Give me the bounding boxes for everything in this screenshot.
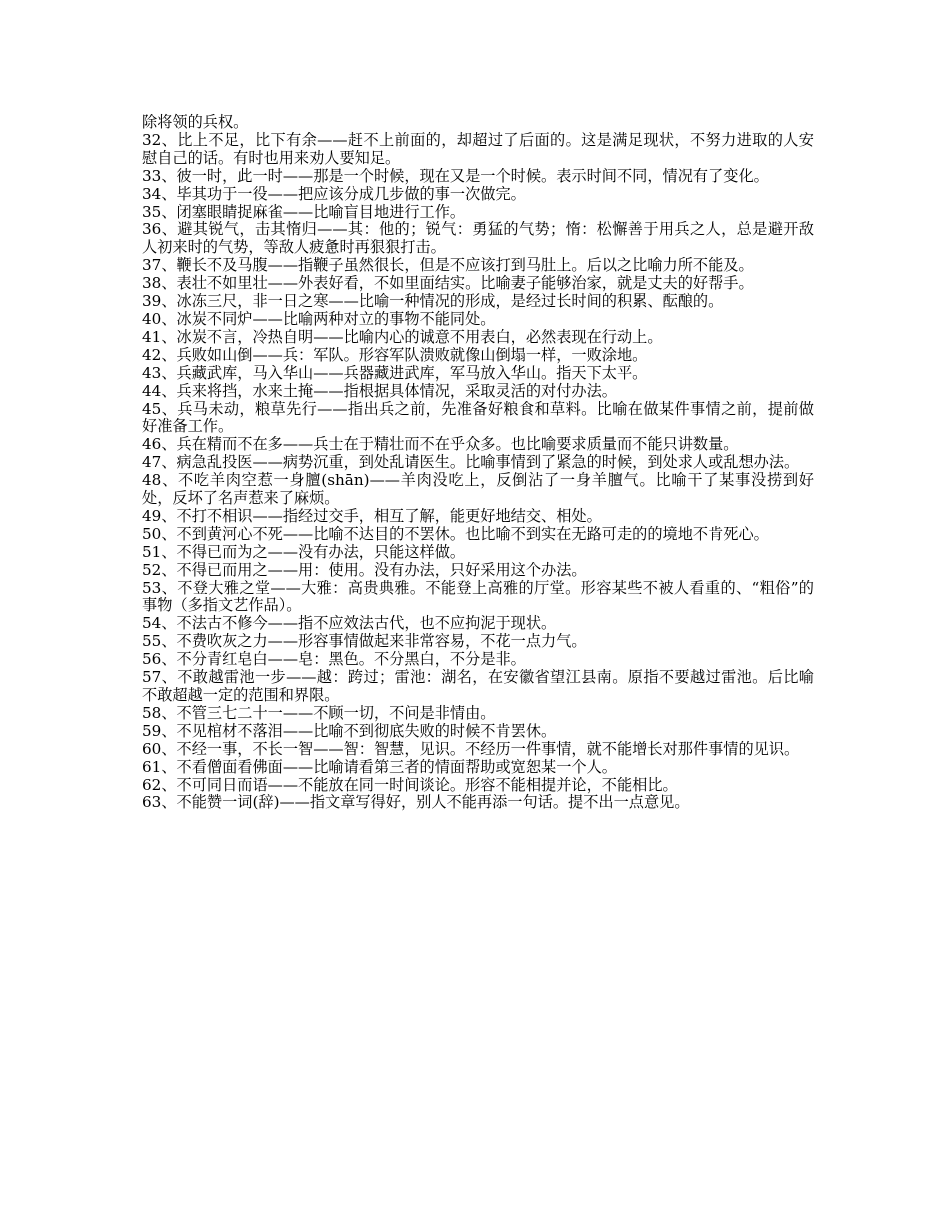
document-body	[142, 114, 814, 812]
idiom-entry-55: 55、不费吹灰之力——形容事情做起来非常容易，不花一点力气。	[142, 632, 587, 651]
idiom-entry-38: 38、表壮不如里壮——外表好看，不如里面结实。比喻妻子能够治家，就是丈夫的好帮手。	[142, 274, 754, 293]
idiom-entry-49: 49、不打不相识——指经过交手，相互了解，能更好地结交、相处。	[142, 506, 602, 525]
idiom-entry-32: 32、比上不足，比下有余——赶不上前面的，却超过了后面的。这是满足现状，不努力进取的人安慰自己的话。有时也用来劝人要知足。	[142, 130, 814, 167]
idiom-entry-59: 59、不见棺材不落泪——比喻不到彻底失败的时候不肯罢休。	[142, 721, 557, 740]
idiom-entry-58: 58、不管三七二十一——不顾一切，不问是非情由。	[142, 703, 496, 722]
idiom-entry-52: 52、不得已而用之——用：使用。没有办法，只好采用这个办法。	[142, 560, 587, 579]
idiom-entry-41: 41、冰炭不言，冷热自明——比喻内心的诚意不用表白，必然表现在行动上。	[142, 327, 663, 346]
idiom-entry-62: 62、不可同日而语——不能放在同一时间谈论。形容不能相提并论，不能相比。	[142, 775, 678, 794]
idiom-entry-44: 44、兵来将挡，水来土掩——指根据具体情况，采取灵活的对付办法。	[142, 381, 617, 400]
idiom-entry-34: 34、毕其功于一役——把应该分成几步做的事一次做完。	[142, 184, 526, 203]
idiom-entry-42: 42、兵败如山倒——兵：军队。形容军队溃败就像山倒塌一样，一败涂地。	[142, 345, 648, 364]
idiom-entry-60: 60、不经一事，不长一智——智：智慧，见识。不经历一件事情，就不能增长对那件事情的见识。	[142, 739, 800, 758]
idiom-entry-45: 45、兵马未动，粮草先行——指出兵之前，先准备好粮食和草料。比喻在做某件事情之前，提前做好准备工作。	[142, 399, 814, 436]
idiom-entry-56: 56、不分青红皂白——皂：黑色。不分黑白，不分是非。	[142, 650, 526, 669]
idiom-entry-36: 36、避其锐气，击其惰归——其：他的；锐气：勇猛的气势；惰：松懈善于用兵之人，总是避开敌人初来时的气势，等敌人疲惫时再狠狠打击。	[142, 220, 814, 257]
idiom-entry-61: 61、不看僧面看佛面——比喻请看第三者的情面帮助或宽恕某一个人。	[142, 757, 617, 776]
idiom-entry-46: 46、兵在精而不在多——兵士在于精壮而不在乎众多。也比喻要求质量而不能只讲数量。	[142, 435, 739, 454]
idiom-entry-33: 33、彼一时，此一时——那是一个时候，现在又是一个时候。表示时间不同，情况有了变化。	[142, 166, 769, 185]
idiom-entry-53: 53、不登大雅之堂——大雅：高贵典雅。不能登上高雅的厅堂。形容某些不被人看重的、“粗俗”的事物（多指文艺作品）。	[142, 578, 814, 615]
idiom-entry-35: 35、闭塞眼睛捉麻雀——比喻盲目地进行工作。	[142, 202, 466, 221]
idiom-entry-54: 54、不法古不修今——指不应效法古代，也不应拘泥于现状。	[142, 614, 557, 633]
idiom-entry-57: 57、不敢越雷池一步——越：跨过；雷池：湖名，在安徽省望江县南。原指不要越过雷池。后比喻不敢超越一定的范围和界限。	[142, 668, 814, 704]
idiom-entry-40: 40、冰炭不同炉——比喻两种对立的事物不能同处。	[142, 309, 496, 328]
paragraph-continuation: 除将领的兵权。	[142, 113, 249, 131]
idiom-entry-43: 43、兵藏武库，马入华山——兵器藏进武库，军马放入华山。指天下太平。	[142, 363, 648, 382]
idiom-entry-47: 47、病急乱投医——病势沉重，到处乱请医生。比喻事情到了紧急的时候，到处求人或乱想办法。	[142, 453, 800, 472]
idiom-entry-48: 48、不吃羊肉空惹一身膻(shān)——羊肉没吃上，反倒沾了一身羊膻气。比喻干了某事没捞到好处，反坏了名声惹来了麻烦。	[142, 471, 814, 508]
idiom-entry-63: 63、不能赞一词(辞)——指文章写得好，别人不能再添一句话。提不出一点意见。	[142, 793, 690, 812]
idiom-entry-51: 51、不得已而为之——没有办法，只能这样做。	[142, 542, 466, 561]
idiom-entry-39: 39、冰冻三尺，非一日之寒——比喻一种情况的形成，是经过长时间的积累、酝酿的。	[142, 292, 724, 311]
idiom-entry-50: 50、不到黄河心不死——比喻不达目的不罢休。也比喻不到实在无路可走的的境地不肯死心。	[142, 524, 769, 543]
idiom-entry-37: 37、鞭长不及马腹——指鞭子虽然很长，但是不应该打到马肚上。后以之比喻力所不能及。	[142, 256, 754, 275]
